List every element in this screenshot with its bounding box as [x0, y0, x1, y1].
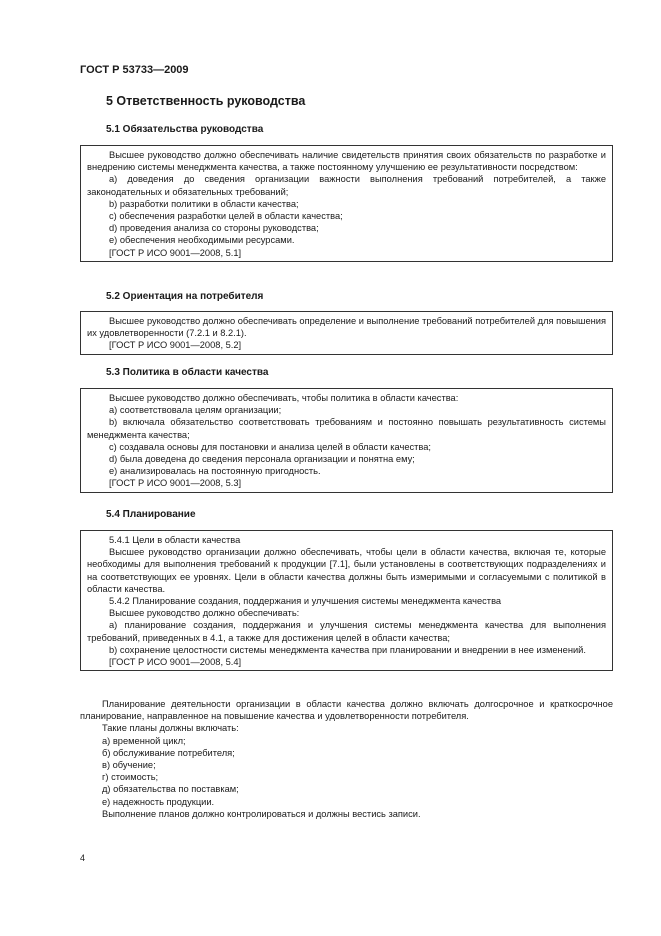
- paragraph: Высшее руководство должно обеспечивать наличие свидетельств принятия своих обязательств по разработке и внедрению системы менеджмента качества, а также постоянному улучшению ее результативности посредством:: [87, 150, 606, 173]
- reference: [ГОСТ Р ИСО 9001—2008, 5.2]: [109, 340, 242, 351]
- list-item: d) проведения анализа со стороны руководства;: [109, 223, 319, 234]
- chapter-title: 5 Ответственность руководства: [106, 94, 306, 108]
- reference: [ГОСТ Р ИСО 9001—2008, 5.1]: [109, 247, 242, 258]
- paragraph: Выполнение планов должно контролироваться и должны вестись записи.: [102, 808, 421, 819]
- paragraph: Высшее руководство организации должно обеспечивать, чтобы цели в области качества, включая те, которые необходимы для выполнения требований к продукции [7.1], были установлены в соответствующих подразделениях и на соответствующих ее уровнях. Цели в области качества должны быть измеримыми и согласуемыми с политикой в области качества.: [87, 547, 606, 594]
- list-item: b) включала обязательство соответствовать требованиям и постоянно повышать результативность системы менеджмента качества;: [87, 417, 606, 440]
- list-item: a) планирование создания, поддержания и улучшения системы менеджмента качества для выполнения требований, приведенных в 4.1, а также для достижения целей в области качества;: [87, 620, 606, 643]
- list-item: д) обязательства по поставкам;: [102, 784, 239, 795]
- list-item: а) доведения до сведения организации важности выполнения требований потребителей, а также законодательных и обязательных требований;: [87, 174, 606, 197]
- section-5-4-title: 5.4 Планирование: [106, 509, 196, 520]
- list-item: e) обеспечения необходимыми ресурсами.: [109, 235, 295, 246]
- list-item: е) надежность продукции.: [102, 796, 215, 807]
- reference: [ГОСТ Р ИСО 9001—2008, 5.4]: [109, 657, 242, 668]
- list-item: b) сохранение целостности системы менеджмента качества при планировании и внедрении в нее изменений.: [109, 644, 586, 655]
- page-number: 4: [80, 853, 86, 863]
- list-item: d) была доведена до сведения персонала организации и понятна ему;: [109, 454, 415, 465]
- list-item: b) разработки политики в области качества;: [109, 198, 299, 209]
- list-item: в) обучение;: [102, 760, 156, 771]
- paragraph: Такие планы должны включать:: [102, 723, 239, 734]
- list-item: e) анализировалась на постоянную пригодность.: [109, 466, 321, 477]
- section-5-1-title: 5.1 Обязательства руководства: [106, 124, 264, 135]
- section-5-1-box: [80, 145, 613, 262]
- paragraph: Планирование деятельности организации в области качества должно включать долгосрочное и краткосрочное планирование, направленное на повышение качества и удовлетворенности потребителя.: [80, 699, 613, 722]
- section-5-2-box: [80, 311, 613, 355]
- planning-text: [80, 698, 613, 820]
- section-5-4-box: [80, 530, 613, 671]
- reference: [ГОСТ Р ИСО 9001—2008, 5.3]: [109, 478, 242, 489]
- list-item: c) обеспечения разработки целей в области качества;: [109, 211, 343, 222]
- section-5-3-box: [80, 388, 613, 493]
- paragraph: Высшее руководство должно обеспечивать:: [109, 608, 300, 619]
- section-5-2-title: 5.2 Ориентация на потребителя: [106, 291, 264, 302]
- list-item: c) создавала основы для постановки и анализа целей в области качества;: [109, 441, 432, 452]
- section-5-3-title: 5.3 Политика в области качества: [106, 367, 269, 378]
- document-header: ГОСТ Р 53733—2009: [80, 64, 189, 76]
- paragraph: Высшее руководство должно обеспечивать, чтобы политика в области качества:: [109, 393, 459, 403]
- subsection-title: 5.4.2 Планирование создания, поддержания и улучшения системы менеджмента качества: [109, 596, 502, 607]
- list-item: б) обслуживание потребителя;: [102, 747, 235, 758]
- list-item: a) соответствовала целям организации;: [109, 405, 282, 416]
- list-item: а) временной цикл;: [102, 735, 186, 746]
- paragraph: Высшее руководство должно обеспечивать определение и выполнение требований потребителей для повышения их удовлетворенности (7.2.1 и 8.2.1).: [87, 316, 606, 339]
- list-item: г) стоимость;: [102, 772, 159, 783]
- subsection-title: 5.4.1 Цели в области качества: [109, 535, 241, 545]
